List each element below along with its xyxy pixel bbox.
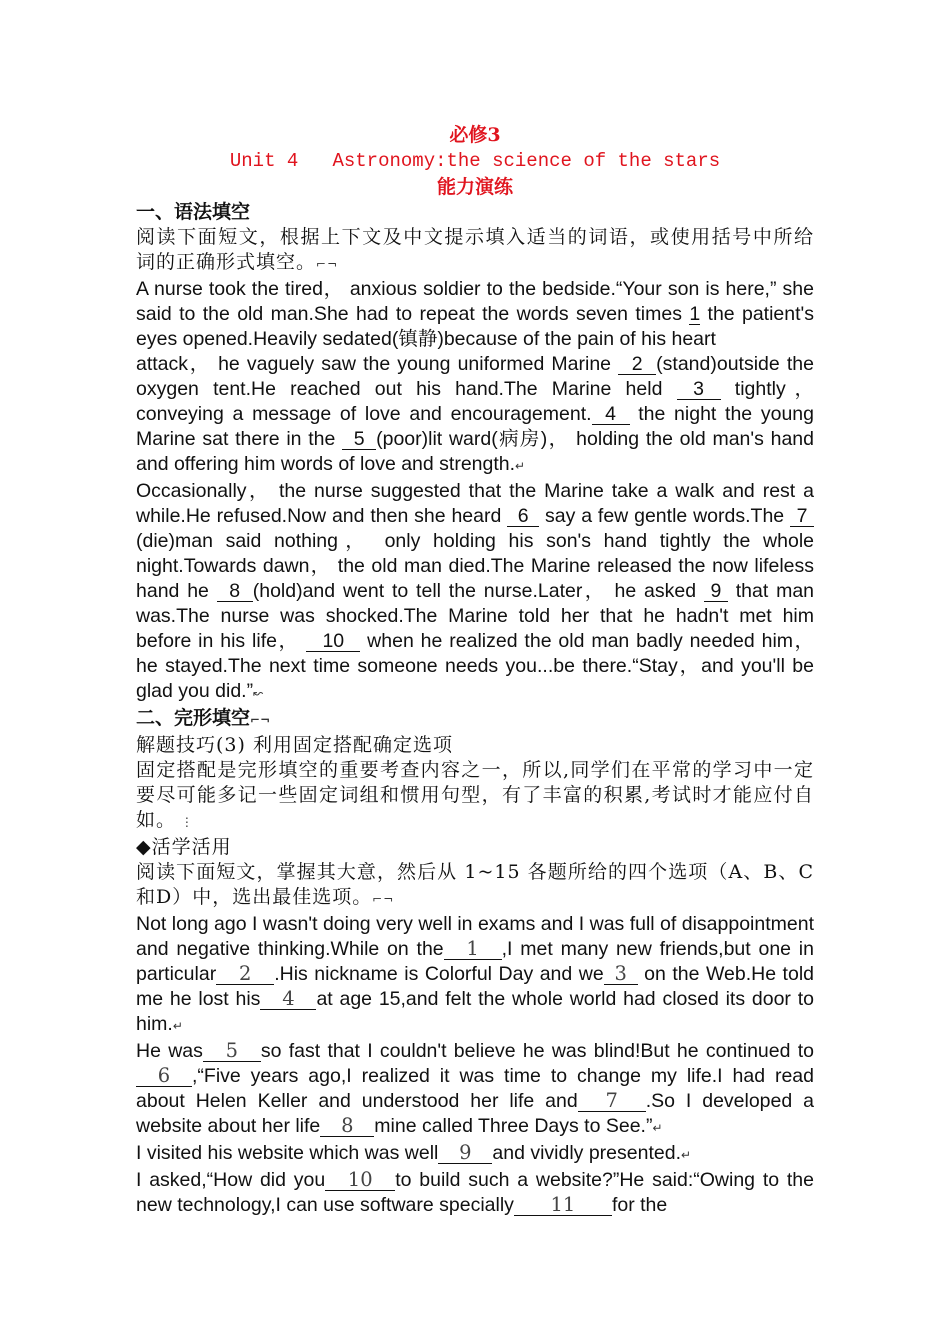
- cloze-paragraph2: He was 5 so fast that I couldn't believe he was blind!But he continued to6 ,“Five years ago,I realized it was time to change my life.I had read about Helen Keller and understood her life and 7 .So I developed a website about her life 8 mine called Three Days to See.”↵: [136, 1039, 814, 1137]
- section2-practice-title: ◆活学活用: [136, 836, 232, 858]
- paragraph-mark-icon: ⌐¬: [250, 713, 271, 727]
- doc-title-book: 必修3: [449, 124, 501, 146]
- cloze-blank-3[interactable]: 3: [604, 964, 638, 985]
- section2-tip-body: 固定搭配是完形填空的重要考查内容之一，所以,同学们在平常的学习中一定要尽可能多记一些固定词组和惯用句型，有了丰富的积累,考试时才能应付自如。 ⋮: [136, 759, 814, 831]
- blank-10[interactable]: 10: [306, 631, 360, 652]
- section1-paragraph2: attack， he vaguely saw the young uniformed Marine 2(stand)outside the oxygen tent.He reached out his hand.The Marine held 3 tightly， conveying a message of love and encouragement.4 the night the young Marine sat there in the 5(poor)lit ward(病房)， holding the old man's hand and offering him words of love and strength.↵: [136, 353, 815, 475]
- paragraph-mark-icon: ⋮: [176, 815, 194, 829]
- cloze-blank-4[interactable]: 4: [260, 989, 316, 1010]
- blank-7[interactable]: 7: [790, 506, 814, 527]
- cloze-paragraph1: Not long ago I wasn't doing very well in exams and I was full of disappointment and negative thinking.While on the 1 ,I met many new friends,but one in particular 2 .His nickname is Colorful Day and we 3 on the Web.He told me he lost his 4 at age 15,and felt the whole world had closed its door to him.↵: [136, 913, 814, 1035]
- cloze-blank-9[interactable]: 9: [438, 1143, 492, 1164]
- return-mark-icon: ↵: [515, 459, 526, 473]
- section2-instruction: 阅读下面短文，掌握其大意，然后从 1~15 各题所给的四个选项（A、B、C和D）中，选出最佳选项。⌐¬: [136, 861, 814, 908]
- blank-5[interactable]: 5: [342, 429, 376, 450]
- document-page: [136, 122, 814, 1218]
- blank-1[interactable]: 1: [689, 303, 701, 325]
- blank-2[interactable]: 2: [618, 354, 656, 375]
- blank-4[interactable]: 4: [592, 404, 630, 425]
- return-mark-icon: ↵: [172, 1019, 183, 1033]
- cloze-paragraph3: I visited his website which was well 9 and vividly presented.↵: [136, 1141, 692, 1164]
- cloze-blank-1[interactable]: 1: [444, 939, 502, 960]
- cloze-blank-5[interactable]: 5: [203, 1041, 261, 1062]
- blank-9[interactable]: 9: [704, 581, 728, 602]
- paragraph-mark-icon: ⌐¬: [372, 892, 395, 906]
- cloze-blank-6[interactable]: 6: [136, 1066, 192, 1087]
- blank-3[interactable]: 3: [677, 379, 721, 400]
- section1-heading: 一、语法填空: [136, 201, 251, 223]
- section1-instruction: 阅读下面短文，根据上下文及中文提示填入适当的词语，或使用括号中所给词的正确形式填空。⌐¬: [136, 226, 814, 273]
- blank-6[interactable]: 6: [507, 506, 539, 527]
- return-mark-icon: ↵: [681, 1148, 692, 1162]
- section1-paragraph3: Occasionally， the nurse suggested that the Marine take a walk and rest a while.He refused.Now and then she heard 6 say a few gentle words.The 7(die)man said nothing， only holding his son's hand tightly the whole night.Towards dawn， the old man died.The Marine released the now lifeless hand he 8(hold)and went to tell the nurse.Later， he asked 9 that man was.The nurse was shocked.The Marine told her that he hadn't met him before in his life， 10 when he realized the old man badly needed him， he stayed.The next time someone needs you...be there.“Stay，and you'll be glad you did.”↜: [136, 480, 815, 702]
- section2-tip-title: 解题技巧(3) 利用固定搭配确定选项: [136, 734, 453, 756]
- cloze-blank-8[interactable]: 8: [320, 1116, 374, 1137]
- cloze-blank-2[interactable]: 2: [216, 964, 274, 985]
- paragraph-mark-icon: ⌐¬: [316, 257, 339, 271]
- cloze-paragraph4: I asked,“How did you 10 to build such a website?”He said:“Owing to the new technology,I can use software specially 11 for the: [136, 1168, 814, 1216]
- blank-8[interactable]: 8: [217, 581, 253, 602]
- section2-heading: 二、完形填空⌐¬: [136, 707, 271, 729]
- cloze-blank-11[interactable]: 11: [514, 1195, 612, 1216]
- cloze-blank-7[interactable]: 7: [578, 1091, 646, 1112]
- section1-paragraph1: A nurse took the tired， anxious soldier to the bedside.“Your son is here,” she said to the old man.She had to repeat the words seven times 1 the patient's eyes opened.Heavily sedated(镇静)because of the pain of his heart: [136, 278, 815, 350]
- doc-title-section: 能力演练: [436, 176, 513, 198]
- paragraph-end-icon: ↜: [253, 686, 264, 700]
- cloze-blank-10[interactable]: 10: [325, 1170, 395, 1191]
- doc-title-unit: Unit 4 Astronomy:the science of the stars: [229, 150, 721, 172]
- return-mark-icon: ↵: [652, 1121, 663, 1135]
